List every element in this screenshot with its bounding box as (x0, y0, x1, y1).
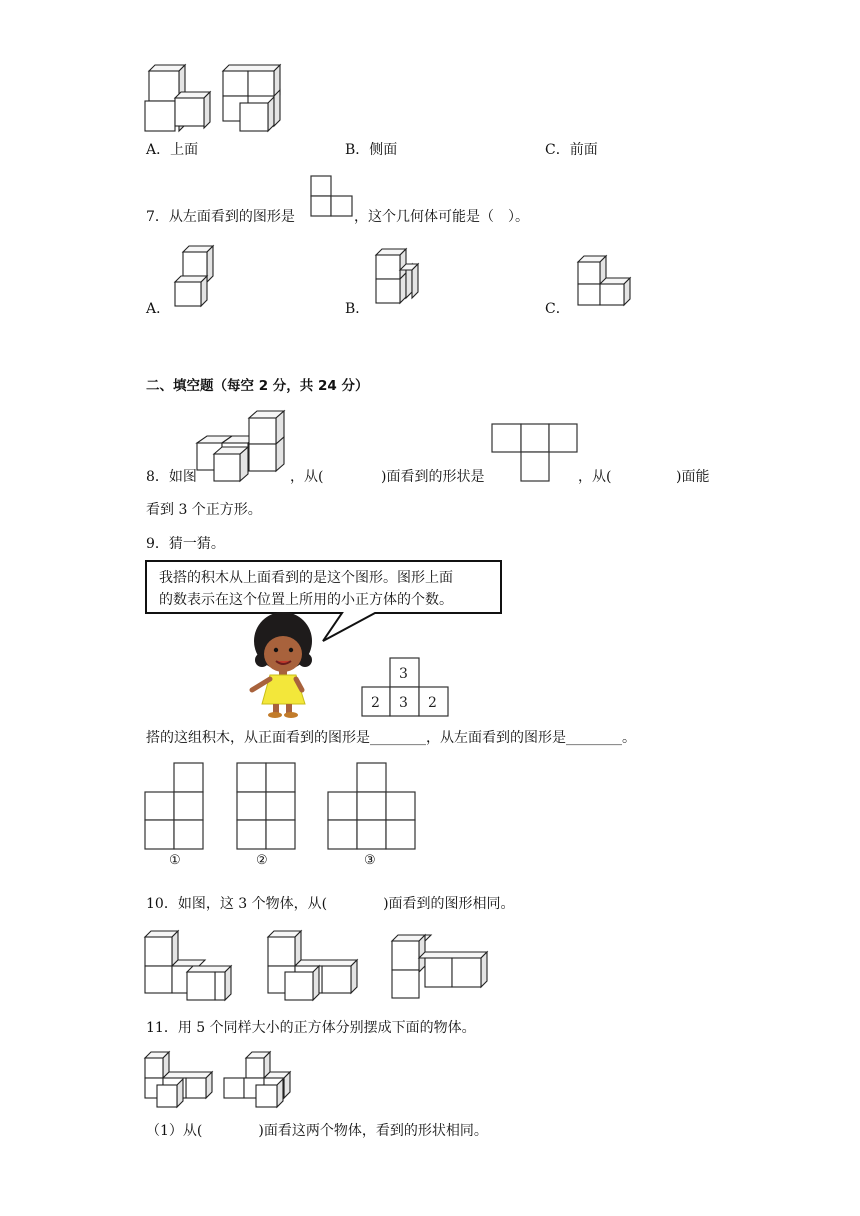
q6-option-b[interactable]: B．侧面 (345, 142, 398, 158)
section2-heading: 二、填空题（每空 2 分，共 24 分） (146, 378, 369, 394)
q7-option-c[interactable]: C． (545, 301, 570, 317)
q7-stem-after: ，这个几何体可能是（ ）。 (354, 209, 529, 225)
q11-stem: 11．用 5 个同样大小的正方体分别摆成下面的物体。 (146, 1020, 476, 1036)
grid-number: 3 (399, 695, 408, 711)
q7-option-b[interactable]: B． (345, 301, 370, 317)
choice-label-1[interactable]: ① (169, 853, 181, 868)
q8-text-2: ，从( (290, 469, 324, 485)
q9-stem: 9．猜一猜。 (146, 536, 225, 552)
grid-number: 2 (371, 695, 380, 711)
q7-option-a[interactable]: A． (146, 301, 171, 317)
q6-option-c[interactable]: C．前面 (545, 142, 598, 158)
q8-text-line2: 看到 3 个正方形。 (146, 502, 262, 518)
choice-label-3[interactable]: ③ (364, 853, 376, 868)
choice-label-2[interactable]: ② (256, 853, 268, 868)
q8-text-3: )面看到的形状是 (381, 469, 485, 485)
q7-stem-before: 7．从左面看到的图形是 (146, 209, 295, 225)
q10-stem: 10．如图，这 3 个物体，从( )面看到的图形相同。 (146, 896, 515, 912)
q6-option-a[interactable]: A．上面 (146, 142, 199, 158)
q8-text-1: 8．如图 (146, 469, 197, 485)
q8-text-5: )面能 (676, 469, 710, 485)
q9-question: 搭的这组积木，从正面看到的图形是________，从左面看到的图形是________。 (146, 730, 636, 746)
grid-number: 2 (428, 695, 437, 711)
q11-sub1: （1）从( )面看这两个物体，看到的形状相同。 (146, 1123, 488, 1139)
q9-bubble-line1: 我搭的积木从上面看到的是这个图形。图形上面 (159, 570, 453, 586)
q9-bubble-line2: 的数表示在这个位置上所用的小正方体的个数。 (159, 592, 453, 608)
grid-number: 3 (399, 666, 408, 682)
q8-text-4: ，从( (578, 469, 612, 485)
